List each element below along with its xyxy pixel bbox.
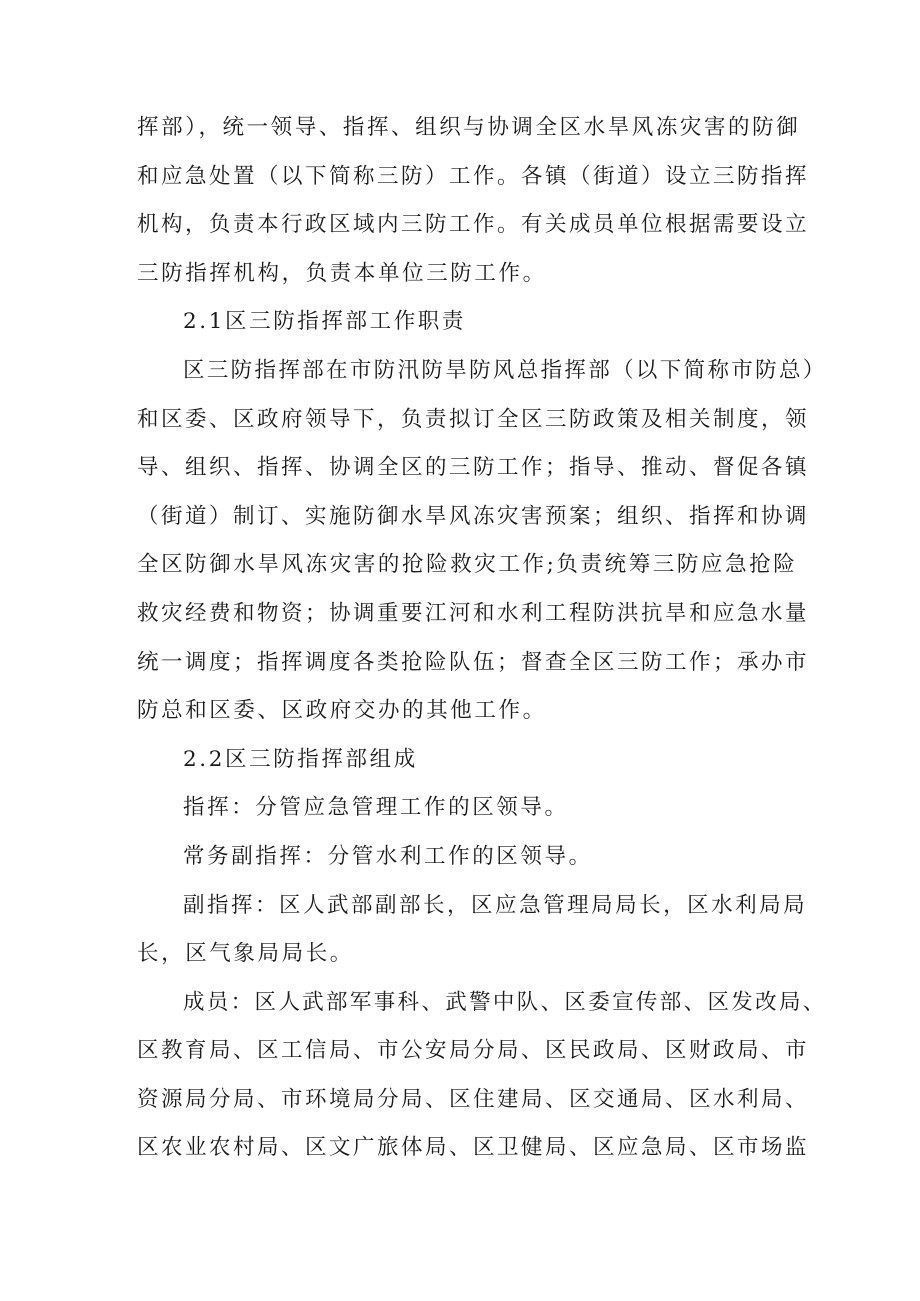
document-line: 全区防御水旱风冻灾害的抢险救灾工作;负责统筹三防应急抢险	[137, 552, 798, 578]
document-line: 资源局分局、市环境局分局、区住建局、区交通局、区水利局、	[137, 1086, 809, 1112]
document-line: 2.1区三防指挥部工作职责	[183, 309, 466, 335]
document-line: 机构，负责本行政区域内三防工作。有关成员单位根据需要设立	[137, 212, 809, 238]
document-line: 2.2区三防指挥部组成	[183, 746, 418, 772]
document-line: 长，区气象局局长。	[137, 941, 354, 967]
document-line: 成员：区人武部军事科、武警中队、区委宣传部、区发改局、	[183, 989, 827, 1015]
document-line: 区教育局、区工信局、市公安局分局、区民政局、区财政局、市	[137, 1038, 809, 1064]
document-line: 三防指挥机构，负责本单位三防工作。	[137, 260, 547, 286]
document-line: 救灾经费和物资；协调重要江河和水利工程防洪抗旱和应急水量	[137, 600, 809, 626]
document-line: 指挥：分管应急管理工作的区领导。	[183, 795, 569, 821]
document-line: 常务副指挥：分管水利工作的区领导。	[183, 843, 593, 869]
document-line: （街道）制订、实施防御水旱风冻灾害预案；组织、指挥和协调	[137, 503, 809, 529]
document-line: 和应急处置（以下简称三防）工作。各镇（街道）设立三防指挥	[137, 163, 809, 189]
document-line: 和区委、区政府领导下，负责拟订全区三防政策及相关制度，领	[137, 406, 809, 432]
document-line: 副指挥：区人武部副部长，区应急管理局局长，区水利局局	[183, 892, 808, 918]
document-line: 挥部），统一领导、指挥、组织与协调全区水旱风冻灾害的防御	[137, 115, 801, 140]
document-line: 统一调度；指挥调度各类抢险队伍；督查全区三防工作；承办市	[137, 649, 809, 675]
document-line: 区农业农村局、区文广旅体局、区卫健局、区应急局、区市场监	[137, 1135, 809, 1161]
document-body	[137, 104, 827, 1173]
document-line: 区三防指挥部在市防汛防旱防风总指挥部（以下简称市防总）	[183, 357, 827, 383]
document-line: 防总和区委、区政府交办的其他工作。	[137, 698, 547, 724]
document-line: 导、组织、指挥、协调全区的三防工作；指导、推动、督促各镇	[137, 455, 809, 481]
